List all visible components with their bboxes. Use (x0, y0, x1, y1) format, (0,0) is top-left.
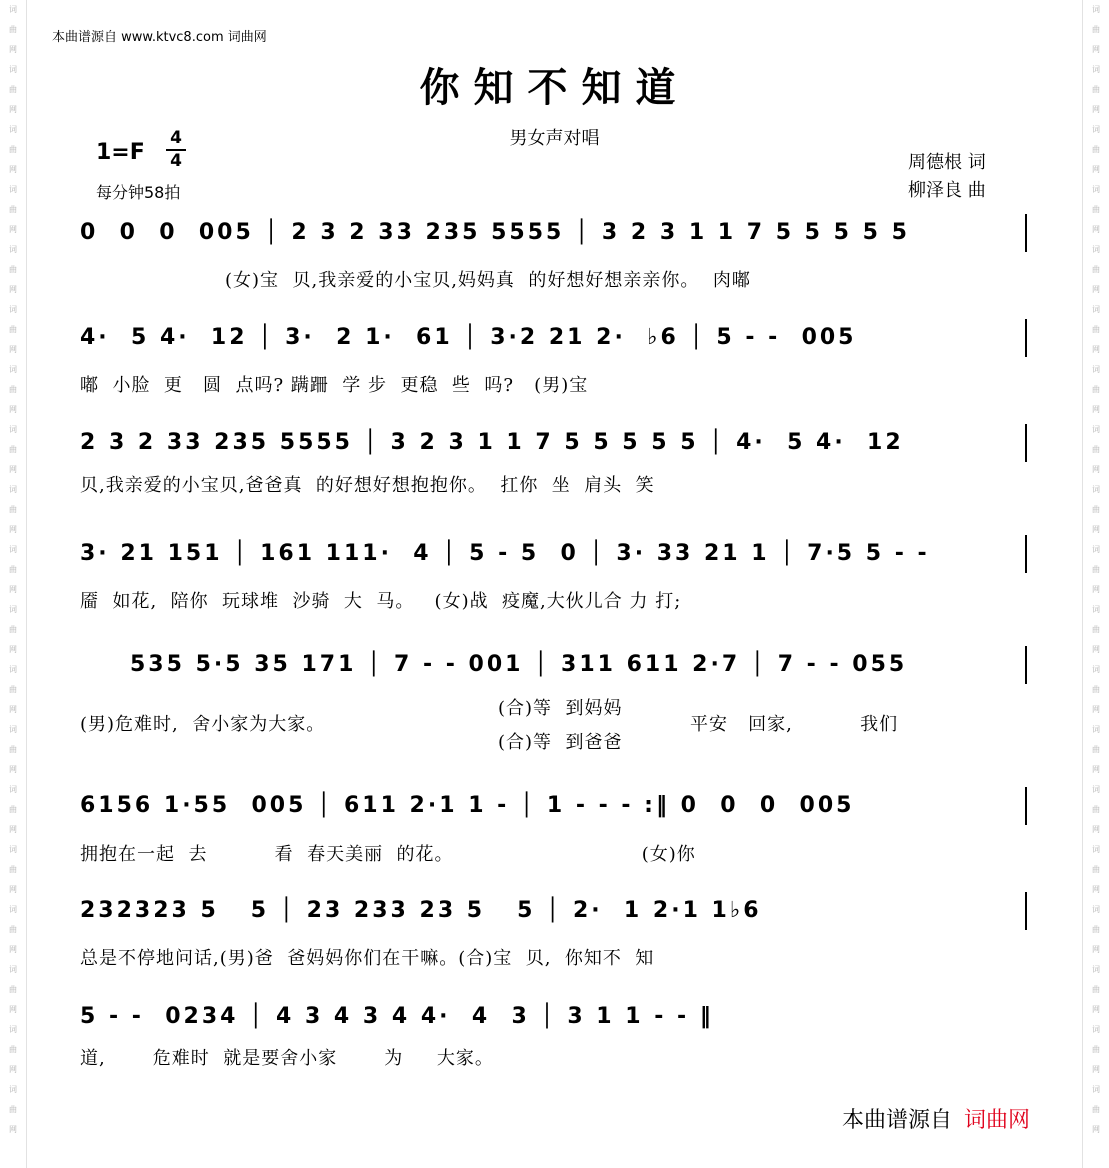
source-line: 本曲谱源自 www.ktvc8.com 词曲网 (52, 30, 267, 45)
watermark-char: 网 (9, 1005, 17, 1014)
watermark-char: 词 (9, 785, 17, 794)
watermark-char: 曲 (1092, 925, 1100, 934)
watermark-char: 网 (9, 165, 17, 174)
bar-line (1025, 424, 1027, 462)
bar-line (1025, 646, 1027, 684)
watermark-char: 曲 (9, 445, 17, 454)
watermark-char: 词 (1092, 545, 1100, 554)
watermark-char: 网 (1092, 585, 1100, 594)
watermark-char: 曲 (1092, 565, 1100, 574)
watermark-char: 词 (1092, 425, 1100, 434)
watermark-char: 网 (1092, 285, 1100, 294)
watermark-char: 网 (9, 345, 17, 354)
watermark-char: 词 (1092, 785, 1100, 794)
watermark-char: 词 (1092, 1085, 1100, 1094)
watermark-char: 词 (1092, 185, 1100, 194)
watermark-char: 网 (1092, 345, 1100, 354)
watermark-char: 曲 (9, 745, 17, 754)
watermark-char: 网 (9, 225, 17, 234)
watermark-char: 网 (1092, 465, 1100, 474)
watermark-char: 词 (9, 605, 17, 614)
notation-row-4: 3· 21 151 │ 161 111· 4 │ 5 - 5 0 │ 3· 33 21 1 │ 7·5 5 - - (80, 541, 930, 566)
notation-row-7: 232323 5 5 │ 23 233 23 5 5 │ 2· 1 2·1 1♭6 (80, 898, 762, 923)
time-top: 4 (170, 128, 182, 148)
footer-text: 本曲谱源自 (842, 1108, 953, 1133)
lyric-row-5-chorus-a: (合)等 到妈妈 (498, 698, 623, 719)
watermark-char: 词 (9, 365, 17, 374)
watermark-char: 网 (9, 45, 17, 54)
watermark-char: 词 (9, 485, 17, 494)
watermark-char: 词 (9, 1025, 17, 1034)
watermark-char: 词 (9, 185, 17, 194)
watermark-char: 网 (9, 525, 17, 534)
composer: 柳泽良 曲 (908, 180, 986, 201)
watermark-char: 词 (9, 725, 17, 734)
watermark-char: 词 (1092, 845, 1100, 854)
lyricist: 周德根 词 (908, 152, 986, 173)
notation-row-3: 2 3 2 33 235 5555 │ 3 2 3 1 1 7 5 5 5 5 5 │ 4· 5 4· 12 (80, 430, 904, 455)
watermark-char: 曲 (1092, 145, 1100, 154)
watermark-char: 网 (1092, 405, 1100, 414)
bar-line (1025, 787, 1027, 825)
watermark-char: 词 (1092, 725, 1100, 734)
watermark-char: 网 (9, 825, 17, 834)
watermark-char: 曲 (1092, 745, 1100, 754)
watermark-char: 词 (1092, 905, 1100, 914)
watermark-char: 曲 (9, 145, 17, 154)
tempo-marking: 每分钟58拍 (96, 183, 181, 202)
right-watermark-strip (1083, 0, 1109, 1168)
song-subtitle: 男女声对唱 (509, 128, 600, 149)
watermark-char: 网 (1092, 225, 1100, 234)
watermark-char: 网 (1092, 525, 1100, 534)
watermark-char: 词 (1092, 245, 1100, 254)
watermark-char: 网 (9, 585, 17, 594)
watermark-char: 词 (1092, 65, 1100, 74)
lyric-row-5: (男)危难时, 舍小家为大家。 (80, 714, 326, 735)
watermark-char: 曲 (1092, 25, 1100, 34)
watermark-char: 曲 (1092, 85, 1100, 94)
watermark-char: 网 (9, 285, 17, 294)
watermark-char: 词 (9, 245, 17, 254)
watermark-char: 曲 (1092, 865, 1100, 874)
watermark-char: 曲 (1092, 265, 1100, 274)
watermark-char: 网 (9, 405, 17, 414)
watermark-char: 曲 (1092, 685, 1100, 694)
watermark-char: 网 (9, 765, 17, 774)
watermark-char: 网 (9, 465, 17, 474)
watermark-char: 词 (9, 965, 17, 974)
watermark-char: 网 (1092, 645, 1100, 654)
lyric-row-7: 总是不停地问话,(男)爸 爸妈妈你们在干嘛。(合)宝 贝, 你知不 知 (80, 948, 655, 969)
bar-line (1025, 214, 1027, 252)
watermark-char: 网 (9, 885, 17, 894)
watermark-char: 曲 (9, 805, 17, 814)
watermark-char: 曲 (9, 685, 17, 694)
watermark-char: 词 (9, 125, 17, 134)
notation-row-6: 6156 1·55 005 │ 611 2·1 1 - │ 1 - - - :‖ 0 0 0 005 (80, 793, 855, 818)
lyric-row-8: 道, 危难时 就是要舍小家 为 大家。 (80, 1048, 494, 1069)
notation-row-1: 0 0 0 005 │ 2 3 2 33 235 5555 │ 3 2 3 1 1 7 5 5 5 5 5 (80, 220, 910, 245)
watermark-char: 网 (9, 1125, 17, 1134)
left-margin-line (26, 0, 27, 1168)
lyric-row-4: 靥 如花, 陪你 玩球堆 沙骑 大 马。 (女)战 疫魔,大伙儿合 力 打; (80, 591, 682, 612)
watermark-char: 网 (1092, 105, 1100, 114)
watermark-char: 曲 (9, 25, 17, 34)
watermark-char: 曲 (1092, 325, 1100, 334)
time-signature (166, 130, 186, 170)
watermark-char: 网 (1092, 885, 1100, 894)
watermark-char: 曲 (1092, 505, 1100, 514)
lyric-row-5-chorus-b: (合)等 到爸爸 (498, 732, 623, 753)
lyric-row-3: 贝,我亲爱的小宝贝,爸爸真 的好想好想抱抱你。 扛你 坐 肩头 笑 (80, 475, 655, 496)
watermark-char: 词 (9, 665, 17, 674)
watermark-char: 词 (1092, 5, 1100, 14)
watermark-char: 曲 (1092, 625, 1100, 634)
watermark-char: 网 (9, 945, 17, 954)
watermark-char: 网 (9, 1065, 17, 1074)
watermark-char: 网 (1092, 1125, 1100, 1134)
watermark-char: 词 (9, 5, 17, 14)
notation-row-8: 5 - - 0234 │ 4 3 4 3 4 4· 4 3 │ 3 1 1 - - ‖ (80, 1004, 714, 1029)
watermark-char: 网 (9, 105, 17, 114)
watermark-char: 词 (1092, 1025, 1100, 1034)
watermark-char: 词 (9, 905, 17, 914)
watermark-char: 曲 (9, 565, 17, 574)
watermark-char: 曲 (9, 505, 17, 514)
watermark-char: 词 (1092, 665, 1100, 674)
watermark-char: 词 (1092, 305, 1100, 314)
left-watermark-strip (0, 0, 26, 1168)
watermark-char: 曲 (9, 865, 17, 874)
watermark-char: 曲 (9, 265, 17, 274)
watermark-char: 词 (9, 305, 17, 314)
watermark-char: 曲 (1092, 445, 1100, 454)
watermark-char: 网 (1092, 825, 1100, 834)
watermark-char: 网 (1092, 1065, 1100, 1074)
watermark-char: 词 (9, 425, 17, 434)
watermark-char: 词 (1092, 485, 1100, 494)
watermark-char: 曲 (1092, 385, 1100, 394)
watermark-char: 曲 (1092, 805, 1100, 814)
watermark-char: 曲 (1092, 985, 1100, 994)
watermark-char: 曲 (9, 205, 17, 214)
watermark-char: 曲 (9, 1105, 17, 1114)
watermark-char: 网 (1092, 165, 1100, 174)
notation-row-5: 535 5·5 35 171 │ 7 - - 001 │ 311 611 2·7 │ 7 - - 055 (130, 652, 908, 677)
right-margin-line (1082, 0, 1083, 1168)
lyric-row-5-tail: 平安 回家, 我们 (690, 714, 899, 735)
watermark-char: 曲 (9, 625, 17, 634)
watermark-char: 词 (9, 545, 17, 554)
key-signature: 1=F (96, 140, 145, 165)
watermark-char: 网 (1092, 1005, 1100, 1014)
watermark-char: 词 (1092, 605, 1100, 614)
watermark-char: 曲 (9, 1045, 17, 1054)
lyric-row-2: 嘟 小脸 更 圆 点吗? 蹒跚 学 步 更稳 些 吗? (男)宝 (80, 375, 589, 396)
watermark-char: 词 (1092, 965, 1100, 974)
watermark-char: 网 (1092, 765, 1100, 774)
footer-brand: 词曲网 (964, 1108, 1031, 1133)
watermark-char: 词 (1092, 125, 1100, 134)
watermark-char: 曲 (9, 985, 17, 994)
bar-line (1025, 892, 1027, 930)
notation-row-2: 4· 5 4· 12 │ 3· 2 1· 61 │ 3·2 21 2· ♭6 │ 5 - - 005 (80, 325, 857, 350)
watermark-char: 网 (1092, 945, 1100, 954)
footer-credit (842, 1103, 1030, 1134)
watermark-char: 曲 (9, 325, 17, 334)
watermark-char: 曲 (9, 925, 17, 934)
lyric-row-1: (女)宝 贝,我亲爱的小宝贝,妈妈真 的好想好想亲亲你。 肉嘟 (225, 270, 751, 291)
watermark-char: 网 (1092, 45, 1100, 54)
bar-line (1025, 535, 1027, 573)
watermark-char: 网 (9, 705, 17, 714)
watermark-char: 曲 (1092, 205, 1100, 214)
lyric-row-6: 拥抱在一起 去 看 春天美丽 的花。 (女)你 (80, 844, 696, 865)
watermark-char: 曲 (1092, 1045, 1100, 1054)
watermark-char: 曲 (9, 385, 17, 394)
watermark-char: 词 (9, 845, 17, 854)
watermark-char: 曲 (9, 85, 17, 94)
watermark-char: 网 (1092, 705, 1100, 714)
time-bottom: 4 (170, 151, 182, 171)
song-title: 你知不知道 (419, 64, 690, 111)
watermark-char: 词 (1092, 365, 1100, 374)
watermark-char: 词 (9, 65, 17, 74)
bar-line (1025, 319, 1027, 357)
watermark-char: 网 (9, 645, 17, 654)
watermark-char: 曲 (1092, 1105, 1100, 1114)
watermark-char: 词 (9, 1085, 17, 1094)
